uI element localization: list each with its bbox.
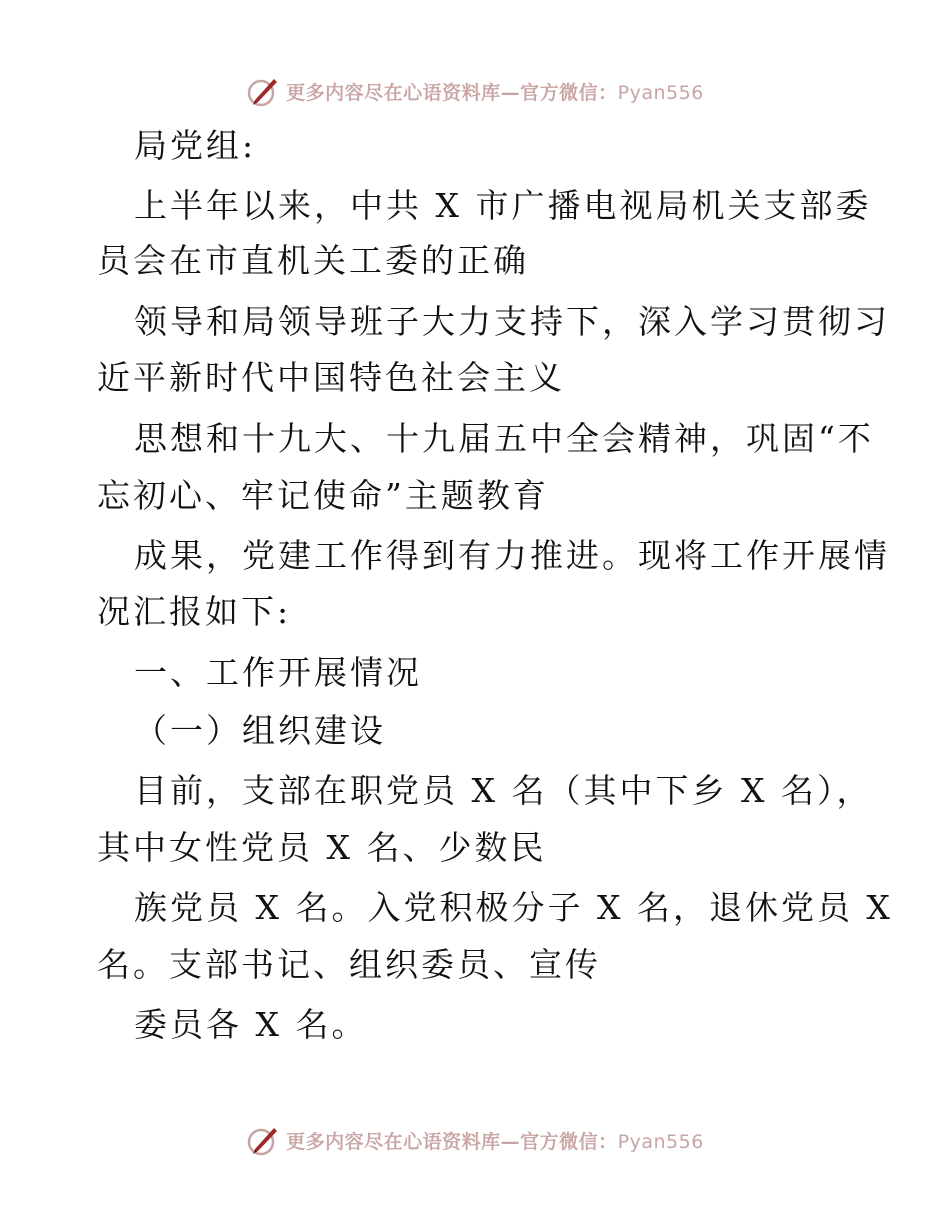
body-line: 局党组:: [134, 126, 257, 165]
body-line: 目前，支部在职党员 X 名（其中下乡 X 名），: [134, 771, 873, 810]
body-line: 近平新时代中国特色社会主义: [97, 358, 565, 397]
section-heading: 一、工作开展情况: [134, 653, 422, 692]
body-line: 上半年以来，中共 X 市广播电视局机关支部委: [134, 186, 872, 225]
quill-pen-icon: [246, 1123, 280, 1157]
body-line: 忘初心、牢记使命”主题教育: [97, 476, 549, 515]
quill-pen-icon: [246, 74, 280, 108]
header-watermark: [0, 71, 950, 111]
body-line: 员会在市直机关工委的正确: [97, 241, 529, 280]
body-line: 领导和局领导班子大力支持下，深入学习贯彻习: [134, 302, 890, 341]
body-line: 名。支部书记、组织委员、宣传: [97, 945, 601, 984]
body-line: 成果，党建工作得到有力推进。现将工作开展情: [134, 536, 890, 575]
body-line: 其中女性党员 X 名、少数民: [97, 828, 547, 867]
watermark-text: 更多内容尽在心语资料库—官方微信：Pyan556: [286, 1130, 704, 1153]
body-line: 思想和十九大、十九届五中全会精神，巩固“不: [134, 419, 874, 458]
watermark-text: 更多内容尽在心语资料库—官方微信：Pyan556: [286, 81, 704, 104]
subsection-heading: （一）组织建设: [134, 711, 386, 750]
body-line: 委员各 X 名。: [134, 1005, 368, 1044]
body-line: 况汇报如下:: [97, 592, 292, 631]
body-line: 族党员 X 名。入党积极分子 X 名，退休党员 X: [134, 888, 893, 927]
footer-watermark: [0, 1120, 950, 1160]
